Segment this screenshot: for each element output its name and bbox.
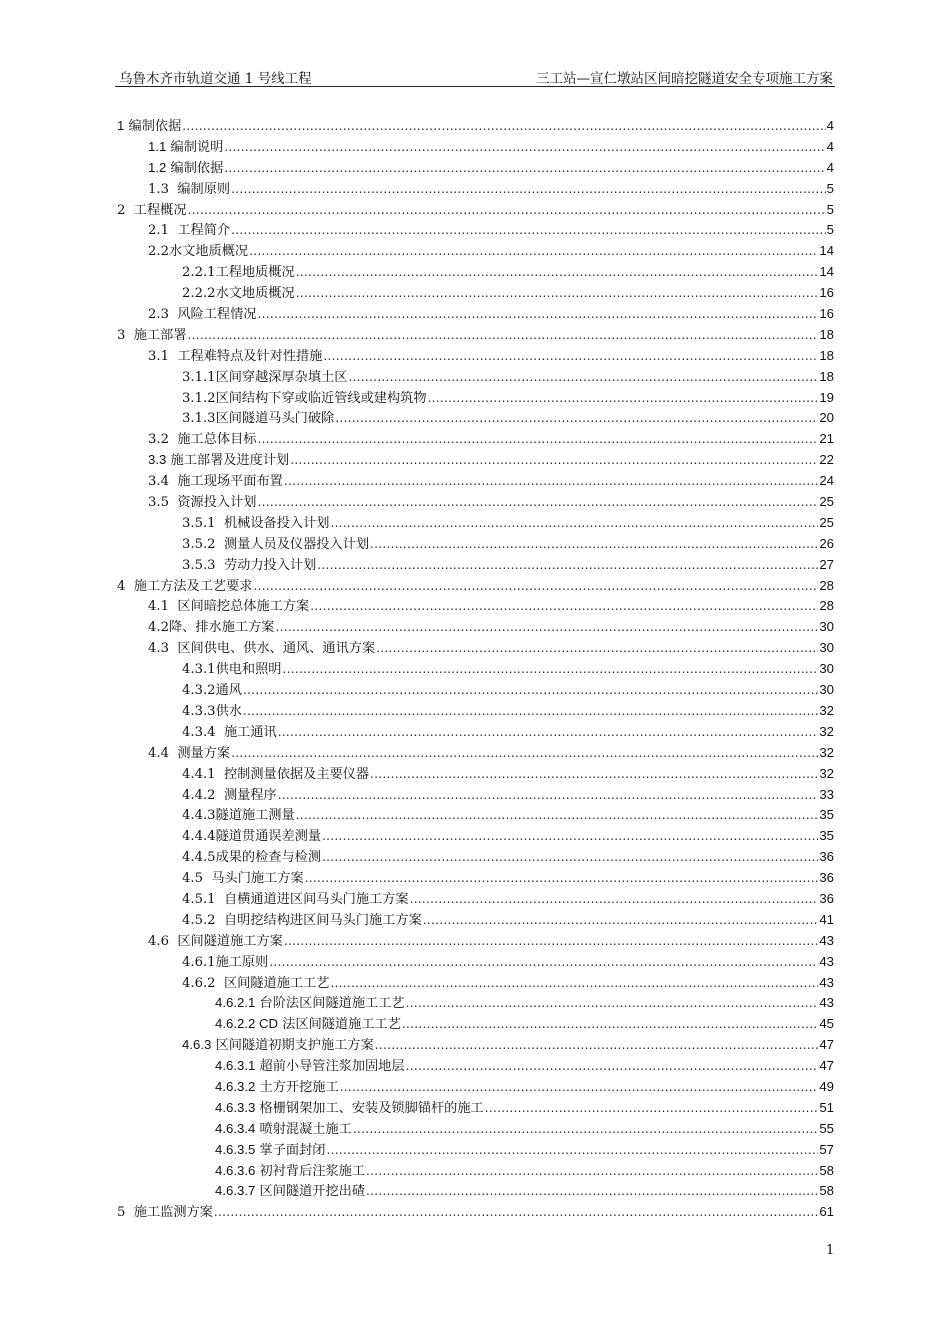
toc-entry-page: 47 xyxy=(819,1058,834,1074)
toc-entry-number: 3.5.2 xyxy=(182,536,216,552)
toc-entry-separator xyxy=(125,326,133,347)
toc-entry-separator xyxy=(216,723,224,744)
toc-entry-page: 22 xyxy=(819,452,834,468)
toc-entry-page: 41 xyxy=(819,911,834,927)
toc-dot-leader xyxy=(284,471,818,492)
toc-entry[interactable] xyxy=(117,1077,834,1098)
toc-entry-page: 4 xyxy=(826,138,834,154)
toc-entry-title: 施工通讯 xyxy=(223,724,277,740)
toc-entry-page: 20 xyxy=(819,410,834,426)
toc-dot-leader xyxy=(366,1181,818,1202)
toc-entry-page: 28 xyxy=(819,577,834,593)
toc-dot-leader xyxy=(370,764,818,785)
toc-entry-page: 36 xyxy=(819,870,834,886)
toc-entry-title: 法区间隧道施工工艺 xyxy=(282,1017,401,1033)
toc-entry-number: 3.4 xyxy=(148,474,169,490)
toc-entry-number: 4.4.2 xyxy=(182,787,216,803)
toc-entry-number: 4.3.4 xyxy=(182,724,216,740)
toc-entry-title: 控制测量依据及主要仪器 xyxy=(223,766,370,782)
toc-entry-title: 区间结构下穿或临近管线或建构筑物 xyxy=(215,390,427,406)
toc-entry-page: 32 xyxy=(819,723,834,739)
toc-dot-leader xyxy=(224,137,825,158)
toc-entry-separator xyxy=(216,514,224,535)
toc-entry[interactable] xyxy=(117,325,834,346)
toc-dot-leader xyxy=(305,868,819,889)
toc-entry-number: 3.5.1 xyxy=(182,515,216,531)
toc-entry-number: 4.3 xyxy=(148,641,169,657)
toc-entry-page: 43 xyxy=(819,974,834,990)
toc-entry-page: 30 xyxy=(819,682,834,698)
toc-entry-separator xyxy=(125,577,133,598)
toc-entry-page: 5 xyxy=(826,222,834,238)
toc-dot-leader xyxy=(428,388,819,409)
toc-entry-number: 4.6 xyxy=(148,933,169,949)
toc-entry-title: 超前小导管注浆加固地层 xyxy=(259,1059,405,1075)
toc-entry-title: 自明挖结构进区间马头门施工方案 xyxy=(223,912,422,928)
toc-entry[interactable] xyxy=(117,868,834,889)
toc-entry-title: 台阶法区间隧道施工工艺 xyxy=(259,996,405,1012)
toc-entry-number: 1.3 xyxy=(148,181,169,197)
toc-entry-number: 3 xyxy=(117,327,126,343)
toc-entry-page: 43 xyxy=(819,995,834,1011)
toc-dot-leader xyxy=(269,952,818,973)
toc-entry-page: 25 xyxy=(819,494,834,510)
toc-dot-leader xyxy=(258,492,819,513)
toc-entry-title: 隧道贯通误差测量 xyxy=(215,829,322,845)
toc-entry-number: 4.1 xyxy=(148,599,169,615)
toc-entry-title: 劳动力投入计划 xyxy=(223,557,317,573)
toc-dot-leader xyxy=(317,555,818,576)
toc-entry[interactable] xyxy=(117,1119,834,1140)
toc-dot-leader xyxy=(214,1202,818,1223)
toc-entry-page: 58 xyxy=(819,1183,834,1199)
toc-entry[interactable] xyxy=(117,638,834,659)
toc-entry[interactable] xyxy=(117,617,834,638)
toc-entry-number: 3.1.3 xyxy=(182,411,216,427)
toc-entry-title: 编制说明 xyxy=(170,139,224,155)
toc-dot-leader xyxy=(410,889,819,910)
toc-entry-separator xyxy=(169,597,177,618)
header-document-title: 三工站—宣仁墩站区间暗挖隧道安全专项施工方案 xyxy=(536,71,833,87)
toc-entry-page: 55 xyxy=(819,1120,834,1136)
toc-entry-title: 编制依据 xyxy=(128,119,182,134)
toc-entry[interactable] xyxy=(117,785,834,806)
toc-entry-page: 4 xyxy=(826,118,834,133)
toc-entry-page: 32 xyxy=(819,702,834,718)
toc-entry-title: 掌子面封闭 xyxy=(259,1142,326,1158)
toc-dot-leader xyxy=(258,304,819,325)
toc-dot-leader xyxy=(353,1119,818,1140)
toc-entry-title: 马头门施工方案 xyxy=(211,871,304,887)
toc-entry-title: 工程简介 xyxy=(177,223,231,239)
toc-entry[interactable] xyxy=(117,388,834,409)
toc-entry-number: 4.2 xyxy=(148,620,169,636)
toc-entry-number: 3.5.3 xyxy=(182,557,216,573)
toc-entry-title: 隧道施工测量 xyxy=(215,808,295,824)
toc-entry-title: 供电和照明 xyxy=(215,662,282,678)
toc-entry-number: 3.5 xyxy=(148,495,169,511)
toc-dot-leader xyxy=(406,1056,819,1077)
toc-entry-title: 工程难特点及针对性措施 xyxy=(177,348,323,364)
toc-entry[interactable] xyxy=(117,659,834,680)
toc-entry-title: 区间隧道初期支护施工方案 xyxy=(215,1038,374,1054)
toc-entry[interactable] xyxy=(117,262,834,283)
toc-entry-title: 测量方案 xyxy=(177,745,231,761)
toc-entry-number: 4.6.3.5 xyxy=(215,1141,256,1157)
page-header xyxy=(115,66,835,87)
toc-entry-number: 4.3.1 xyxy=(182,662,216,678)
toc-entry[interactable] xyxy=(117,576,834,597)
toc-entry-page: 35 xyxy=(819,807,834,823)
toc-entry[interactable] xyxy=(117,471,834,492)
toc-entry-title: 施工部署 xyxy=(133,327,187,343)
toc-entry-separator xyxy=(203,869,211,890)
toc-entry-page: 4 xyxy=(826,159,834,175)
toc-entry-title: 自横通道进区间马头门施工方案 xyxy=(223,891,409,907)
toc-dot-leader xyxy=(376,638,818,659)
toc-entry-title: 降、排水施工方案 xyxy=(168,620,275,636)
toc-dot-leader xyxy=(330,513,818,534)
toc-entry-title: 水文地质概况 xyxy=(168,244,249,260)
toc-entry-page: 51 xyxy=(819,1099,834,1115)
toc-entry-title: 施工方法及工艺要求 xyxy=(133,578,253,594)
toc-entry-title: 工程地质概况 xyxy=(215,265,295,281)
toc-dot-leader xyxy=(224,158,825,179)
toc-entry-number: 4.3.2 xyxy=(182,683,216,699)
toc-entry-page: 33 xyxy=(819,786,834,802)
toc-entry-page: 47 xyxy=(819,1037,834,1053)
toc-entry-title: 区间隧道施工工艺 xyxy=(223,975,330,991)
toc-entry[interactable] xyxy=(117,429,834,450)
toc-dot-leader xyxy=(188,200,826,221)
toc-entry-number: 4.6.2 xyxy=(182,975,216,991)
toc-entry-page: 32 xyxy=(819,765,834,781)
header-project-name: 乌鲁木齐市轨道交通 1 号线工程 xyxy=(119,71,312,87)
toc-entry-number: 4.4 xyxy=(148,745,169,761)
toc-entry-page: 16 xyxy=(819,306,834,322)
toc-entry[interactable] xyxy=(117,200,834,221)
toc-entry-number: 1 xyxy=(117,118,125,133)
toc-entry-title: 施工部署及进度计划 xyxy=(170,453,290,469)
toc-dot-leader xyxy=(375,1035,819,1056)
toc-dot-leader xyxy=(335,408,818,429)
toc-entry-number: 5 xyxy=(117,1205,126,1221)
toc-dot-leader xyxy=(296,805,819,826)
toc-entry-number: 4.5.2 xyxy=(182,912,216,928)
toc-dot-leader xyxy=(330,973,818,994)
toc-entry-page: 49 xyxy=(819,1078,834,1094)
toc-entry[interactable] xyxy=(117,513,834,534)
toc-dot-leader xyxy=(370,534,818,555)
toc-entry-number: 4.4.3 xyxy=(182,808,216,824)
toc-entry-number: 4.4.5 xyxy=(182,850,216,866)
toc-dot-leader xyxy=(243,680,818,701)
toc-dot-leader xyxy=(296,262,819,283)
toc-entry-separator xyxy=(169,347,177,368)
toc-entry-title: 编制原则 xyxy=(177,181,231,197)
toc-entry-number: 1.2 xyxy=(148,159,167,175)
toc-entry-number: 4.6.2.1 xyxy=(215,995,256,1011)
toc-entry-page: 25 xyxy=(819,514,834,530)
toc-dot-leader xyxy=(231,179,826,200)
toc-dot-leader xyxy=(283,659,819,680)
page-number: 1 xyxy=(826,1243,835,1258)
toc-entry-title: 供水 xyxy=(215,703,242,719)
toc-entry-number: 4.6.3.1 xyxy=(215,1058,256,1074)
toc-entry[interactable] xyxy=(117,973,834,994)
toc-entry-number: 1.1 xyxy=(148,138,167,154)
toc-entry[interactable] xyxy=(117,1161,834,1182)
toc-entry-title: 风险工程情况 xyxy=(177,307,257,323)
toc-entry-title: 编制依据 xyxy=(170,160,224,176)
toc-entry[interactable] xyxy=(117,241,834,262)
toc-dot-leader xyxy=(485,1098,819,1119)
toc-entry-title: 施工原则 xyxy=(215,954,269,970)
toc-entry-separator xyxy=(216,765,224,786)
toc-entry-separator xyxy=(169,493,177,514)
toc-entry-title: 工程概况 xyxy=(133,202,187,218)
toc-entry[interactable] xyxy=(117,116,834,137)
toc-entry-number: 4.5.1 xyxy=(182,891,216,907)
toc-entry[interactable] xyxy=(117,346,834,367)
toc-entry-page: 30 xyxy=(819,619,834,635)
toc-entry[interactable] xyxy=(117,931,834,952)
toc-entry[interactable] xyxy=(117,367,834,388)
toc-entry-title: 成果的检查与检测 xyxy=(215,850,322,866)
toc-entry[interactable] xyxy=(117,596,834,617)
toc-dot-leader xyxy=(366,1161,818,1182)
toc-entry-title: 喷射混凝土施工 xyxy=(259,1121,352,1137)
toc-entry[interactable] xyxy=(117,1056,834,1077)
toc-entry-page: 57 xyxy=(819,1141,834,1157)
toc-entry-page: 58 xyxy=(819,1162,834,1178)
toc-entry-separator xyxy=(169,639,177,660)
toc-entry-title: 区间隧道施工方案 xyxy=(177,933,283,949)
toc-entry-page: 18 xyxy=(819,326,834,342)
toc-dot-leader xyxy=(249,241,818,262)
toc-entry-title: 施工现场平面布置 xyxy=(177,474,283,490)
toc-entry-number: 3.1 xyxy=(148,348,169,364)
toc-entry-page: 21 xyxy=(819,431,834,447)
toc-entry-separator xyxy=(216,911,224,932)
toc-entry-number: 2.2.2 xyxy=(182,286,216,302)
toc-dot-leader xyxy=(340,1077,819,1098)
toc-entry[interactable] xyxy=(117,910,834,931)
toc-entry-separator xyxy=(216,535,224,556)
toc-entry-title: 区间暗挖总体施工方案 xyxy=(177,599,310,615)
toc-entry-separator xyxy=(169,472,177,493)
toc-entry-page: 45 xyxy=(819,1016,834,1032)
toc-entry-title: 施工总体目标 xyxy=(177,432,257,448)
toc-entry-number: 4.6.3.6 xyxy=(215,1162,256,1178)
toc-entry-number: 2.2.1 xyxy=(182,265,216,281)
toc-entry-separator xyxy=(125,201,133,222)
toc-entry-title: 测量人员及仪器投入计划 xyxy=(223,536,370,552)
toc-dot-leader xyxy=(406,993,819,1014)
toc-entry-separator xyxy=(125,1203,133,1224)
toc-entry[interactable] xyxy=(117,283,834,304)
toc-entry-title: 区间隧道开挖出碴 xyxy=(259,1184,366,1200)
toc-entry-number: 4.6.3.2 xyxy=(215,1078,256,1094)
toc-dot-leader xyxy=(231,743,818,764)
toc-entry-page: 18 xyxy=(819,347,834,363)
toc-entry-page: 30 xyxy=(819,640,834,656)
toc-entry-separator xyxy=(169,221,177,242)
toc-dot-leader xyxy=(188,325,819,346)
toc-entry[interactable] xyxy=(117,993,834,1014)
toc-dot-leader xyxy=(258,429,819,450)
toc-entry-number: 4.6.3.3 xyxy=(215,1099,256,1115)
toc-entry-title: 机械设备投入计划 xyxy=(223,515,330,531)
toc-entry-page: 19 xyxy=(819,389,834,405)
toc-entry[interactable] xyxy=(117,1014,834,1035)
toc-entry[interactable] xyxy=(117,680,834,701)
toc-dot-leader xyxy=(231,220,826,241)
toc-entry-number: 2.1 xyxy=(148,223,169,239)
toc-entry-page: 36 xyxy=(819,849,834,865)
toc-entry[interactable] xyxy=(117,1140,834,1161)
toc-entry[interactable] xyxy=(117,1035,834,1056)
toc-entry[interactable] xyxy=(117,847,834,868)
toc-entry-title: 区间穿越深厚杂填土区 xyxy=(215,369,348,385)
toc-entry-separator xyxy=(169,744,177,765)
toc-entry-separator xyxy=(169,932,177,953)
toc-dot-leader xyxy=(253,576,818,597)
toc-entry-number: 4 xyxy=(117,578,126,594)
toc-entry[interactable] xyxy=(117,743,834,764)
toc-entry-title: 土方开挖施工 xyxy=(259,1079,339,1095)
toc-entry[interactable] xyxy=(117,701,834,722)
toc-entry-page: 26 xyxy=(819,535,834,551)
toc-entry-number: 3.2 xyxy=(148,432,169,448)
toc-entry-number: 3.1.2 xyxy=(182,390,216,406)
toc-entry-page: 61 xyxy=(819,1204,834,1220)
toc-entry-separator xyxy=(216,974,224,995)
toc-entry[interactable] xyxy=(117,1202,834,1223)
toc-entry-title: 水文地质概况 xyxy=(215,286,295,302)
toc-entry-number: 4.4.4 xyxy=(182,829,216,845)
toc-entry-number: 4.6.3.7 xyxy=(215,1183,256,1199)
table-of-contents xyxy=(117,116,834,1223)
toc-entry[interactable] xyxy=(117,492,834,513)
toc-dot-leader xyxy=(243,701,818,722)
toc-dot-leader xyxy=(278,785,819,806)
toc-entry-page: 18 xyxy=(819,368,834,384)
toc-dot-leader xyxy=(310,596,818,617)
toc-entry[interactable] xyxy=(117,1098,834,1119)
toc-entry-page: 36 xyxy=(819,890,834,906)
toc-entry-number: 4.6.3.4 xyxy=(215,1120,256,1136)
toc-entry-page: 43 xyxy=(819,953,834,969)
toc-entry[interactable] xyxy=(117,764,834,785)
toc-entry-separator xyxy=(169,180,177,201)
toc-entry[interactable] xyxy=(117,555,834,576)
toc-entry-number: 3.1.1 xyxy=(182,369,216,385)
toc-entry-page: 5 xyxy=(826,180,834,196)
toc-dot-leader xyxy=(322,826,818,847)
toc-entry-title: 区间隧道马头门破除 xyxy=(215,411,335,427)
toc-entry[interactable] xyxy=(117,722,834,743)
toc-entry-number: 2 xyxy=(117,202,126,218)
toc-dot-leader xyxy=(326,1140,818,1161)
toc-dot-leader xyxy=(284,931,818,952)
toc-entry[interactable] xyxy=(117,952,834,973)
toc-dot-leader xyxy=(275,617,818,638)
toc-entry-title: 资源投入计划 xyxy=(177,495,257,511)
toc-entry-title: 区间供电、供水、通风、通讯方案 xyxy=(177,641,376,657)
toc-entry-separator xyxy=(169,305,177,326)
toc-entry-page: 14 xyxy=(819,264,834,280)
toc-entry-number: 4.6.3 xyxy=(182,1037,212,1053)
toc-entry-number: 4.5 xyxy=(182,871,203,887)
toc-entry-separator xyxy=(216,786,224,807)
toc-entry-page: 32 xyxy=(819,744,834,760)
toc-entry[interactable] xyxy=(117,826,834,847)
toc-dot-leader xyxy=(278,722,819,743)
toc-dot-leader xyxy=(348,367,818,388)
toc-entry[interactable] xyxy=(117,158,834,179)
toc-dot-leader xyxy=(182,116,825,137)
toc-entry[interactable] xyxy=(117,534,834,555)
toc-entry-number: 4.6.2.2 CD xyxy=(215,1016,279,1032)
toc-dot-leader xyxy=(402,1014,818,1035)
toc-entry[interactable] xyxy=(117,220,834,241)
toc-entry[interactable] xyxy=(117,889,834,910)
toc-entry-page: 30 xyxy=(819,661,834,677)
toc-entry-page: 16 xyxy=(819,285,834,301)
toc-entry-page: 24 xyxy=(819,473,834,489)
toc-entry-number: 4.6.1 xyxy=(182,954,216,970)
toc-entry[interactable] xyxy=(117,1181,834,1202)
toc-entry-page: 5 xyxy=(826,201,834,217)
toc-entry-page: 27 xyxy=(819,556,834,572)
toc-entry[interactable] xyxy=(117,137,834,158)
toc-entry-page: 28 xyxy=(819,598,834,614)
toc-entry-number: 2.3 xyxy=(148,307,169,323)
toc-entry-title: 初衬背后注浆施工 xyxy=(259,1163,366,1179)
toc-entry-title: 测量程序 xyxy=(223,787,277,803)
toc-entry-title: 格栅钢架加工、安装及锁脚锚杆的施工 xyxy=(259,1100,484,1116)
toc-entry-number: 4.3.3 xyxy=(182,703,216,719)
toc-dot-leader xyxy=(290,450,818,471)
toc-entry[interactable] xyxy=(117,408,834,429)
toc-dot-leader xyxy=(423,910,819,931)
toc-entry-page: 14 xyxy=(819,243,834,259)
toc-entry-separator xyxy=(169,430,177,451)
toc-entry[interactable] xyxy=(117,805,834,826)
toc-entry-title: 施工监测方案 xyxy=(133,1205,213,1221)
toc-dot-leader xyxy=(323,346,818,367)
toc-entry[interactable] xyxy=(117,450,834,471)
toc-entry[interactable] xyxy=(117,179,834,200)
toc-entry-number: 3.3 xyxy=(148,452,167,468)
toc-entry-separator xyxy=(216,556,224,577)
toc-dot-leader xyxy=(322,847,818,868)
toc-entry-number: 2.2 xyxy=(148,244,169,260)
toc-entry-page: 35 xyxy=(819,828,834,844)
toc-entry-title: 通风 xyxy=(215,683,242,699)
toc-entry[interactable] xyxy=(117,304,834,325)
toc-dot-leader xyxy=(296,283,819,304)
toc-entry-separator xyxy=(216,890,224,911)
toc-entry-number: 4.4.1 xyxy=(182,766,216,782)
toc-entry-page: 43 xyxy=(819,932,834,948)
